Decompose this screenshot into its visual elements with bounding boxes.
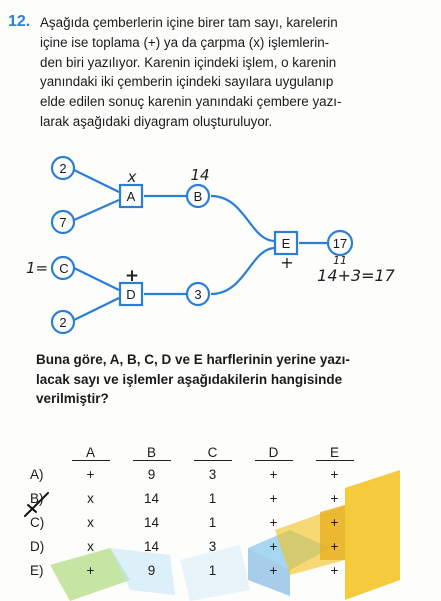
table-cell: + xyxy=(269,490,278,506)
handwritten-mark: 1= xyxy=(25,259,49,277)
table-cell: + xyxy=(330,538,339,554)
table-cell: 14 xyxy=(143,514,160,530)
table-cell: 9 xyxy=(147,562,156,578)
circle-label: B xyxy=(193,189,203,204)
option-row-c[interactable] xyxy=(30,510,365,534)
table-cell: 9 xyxy=(147,466,156,482)
question-line: lacak sayı ve işlemler aşağıdakilerin hangisinde xyxy=(36,371,343,387)
intro-line: den biri yazılıyor. Karenin içindeki işlem, o karenin xyxy=(40,54,337,70)
table-cell: x xyxy=(87,514,94,530)
intro-line: içine ise toplama (+) ya da çarpma (x) işlemlerin- xyxy=(40,34,330,50)
option-label[interactable]: E) xyxy=(30,562,44,578)
intro-line: elde edilen sonuç karenin yanındaki çembere yazı- xyxy=(40,94,342,110)
option-label[interactable]: B) xyxy=(30,490,44,506)
circle-label: 2 xyxy=(59,161,67,176)
circle-label: 7 xyxy=(59,215,67,230)
table-cell: 1 xyxy=(208,562,217,578)
column-header: C xyxy=(182,444,243,462)
table-cell: 14 xyxy=(143,538,160,554)
column-header: D xyxy=(243,444,304,462)
option-row-a[interactable] xyxy=(30,462,365,486)
answer-table xyxy=(30,444,365,582)
table-cell: 3 xyxy=(208,538,217,554)
handwritten-strike-mark xyxy=(22,490,52,520)
intro-line: Aşağıda çemberlerin içine birer tam sayı, karelerin xyxy=(40,15,338,30)
handwritten-mark: 14+3=17 xyxy=(317,266,395,285)
table-cell: 1 xyxy=(208,490,217,506)
table-cell: + xyxy=(86,466,95,482)
circle-label: C xyxy=(59,261,69,276)
table-cell: + xyxy=(330,466,339,482)
question-line: Buna göre, A, B, C, D ve E harflerinin yerine yazı- xyxy=(36,352,350,367)
table-cell: + xyxy=(330,514,339,530)
option-label[interactable]: C) xyxy=(30,514,45,530)
circle-label: 17 xyxy=(332,236,348,251)
column-header: B xyxy=(121,444,182,462)
handwritten-mark: + xyxy=(124,266,140,286)
table-cell: 1 xyxy=(208,514,217,530)
table-cell: 3 xyxy=(208,466,217,482)
option-row-e[interactable] xyxy=(30,558,365,582)
circle-label: 3 xyxy=(194,287,202,302)
table-cell: + xyxy=(269,466,278,482)
option-row-b[interactable] xyxy=(30,486,365,510)
table-cell: + xyxy=(330,562,339,578)
table-cell: + xyxy=(269,562,278,578)
table-cell: + xyxy=(330,490,339,506)
box-label: A xyxy=(126,189,136,204)
option-label[interactable]: A) xyxy=(30,466,44,482)
question-line: verilmiştir? xyxy=(36,391,109,406)
box-label: D xyxy=(126,287,136,302)
handwritten-mark: 14 xyxy=(190,166,210,184)
option-label[interactable]: D) xyxy=(30,538,45,554)
table-cell: x xyxy=(87,490,94,506)
handwritten-mark: x xyxy=(127,168,137,186)
box-label: E xyxy=(281,236,291,251)
intro-line: larak aşağıdaki diyagram oluşturuluyor. xyxy=(40,113,273,129)
option-row-d[interactable] xyxy=(30,534,365,558)
table-cell: + xyxy=(269,538,278,554)
table-cell: + xyxy=(86,562,95,578)
circle-label: 2 xyxy=(59,315,67,330)
handwritten-mark: 11 xyxy=(333,254,347,267)
intro-line: yanındaki iki çemberin içindeki sayılara uygulanıp xyxy=(40,74,334,90)
column-header: A xyxy=(60,444,121,462)
table-cell: + xyxy=(269,514,278,530)
handwritten-mark: + xyxy=(280,253,294,272)
column-header: E xyxy=(304,444,365,462)
table-cell: 14 xyxy=(143,490,160,506)
question-number: 12. xyxy=(8,13,31,30)
table-cell: x xyxy=(87,538,94,554)
